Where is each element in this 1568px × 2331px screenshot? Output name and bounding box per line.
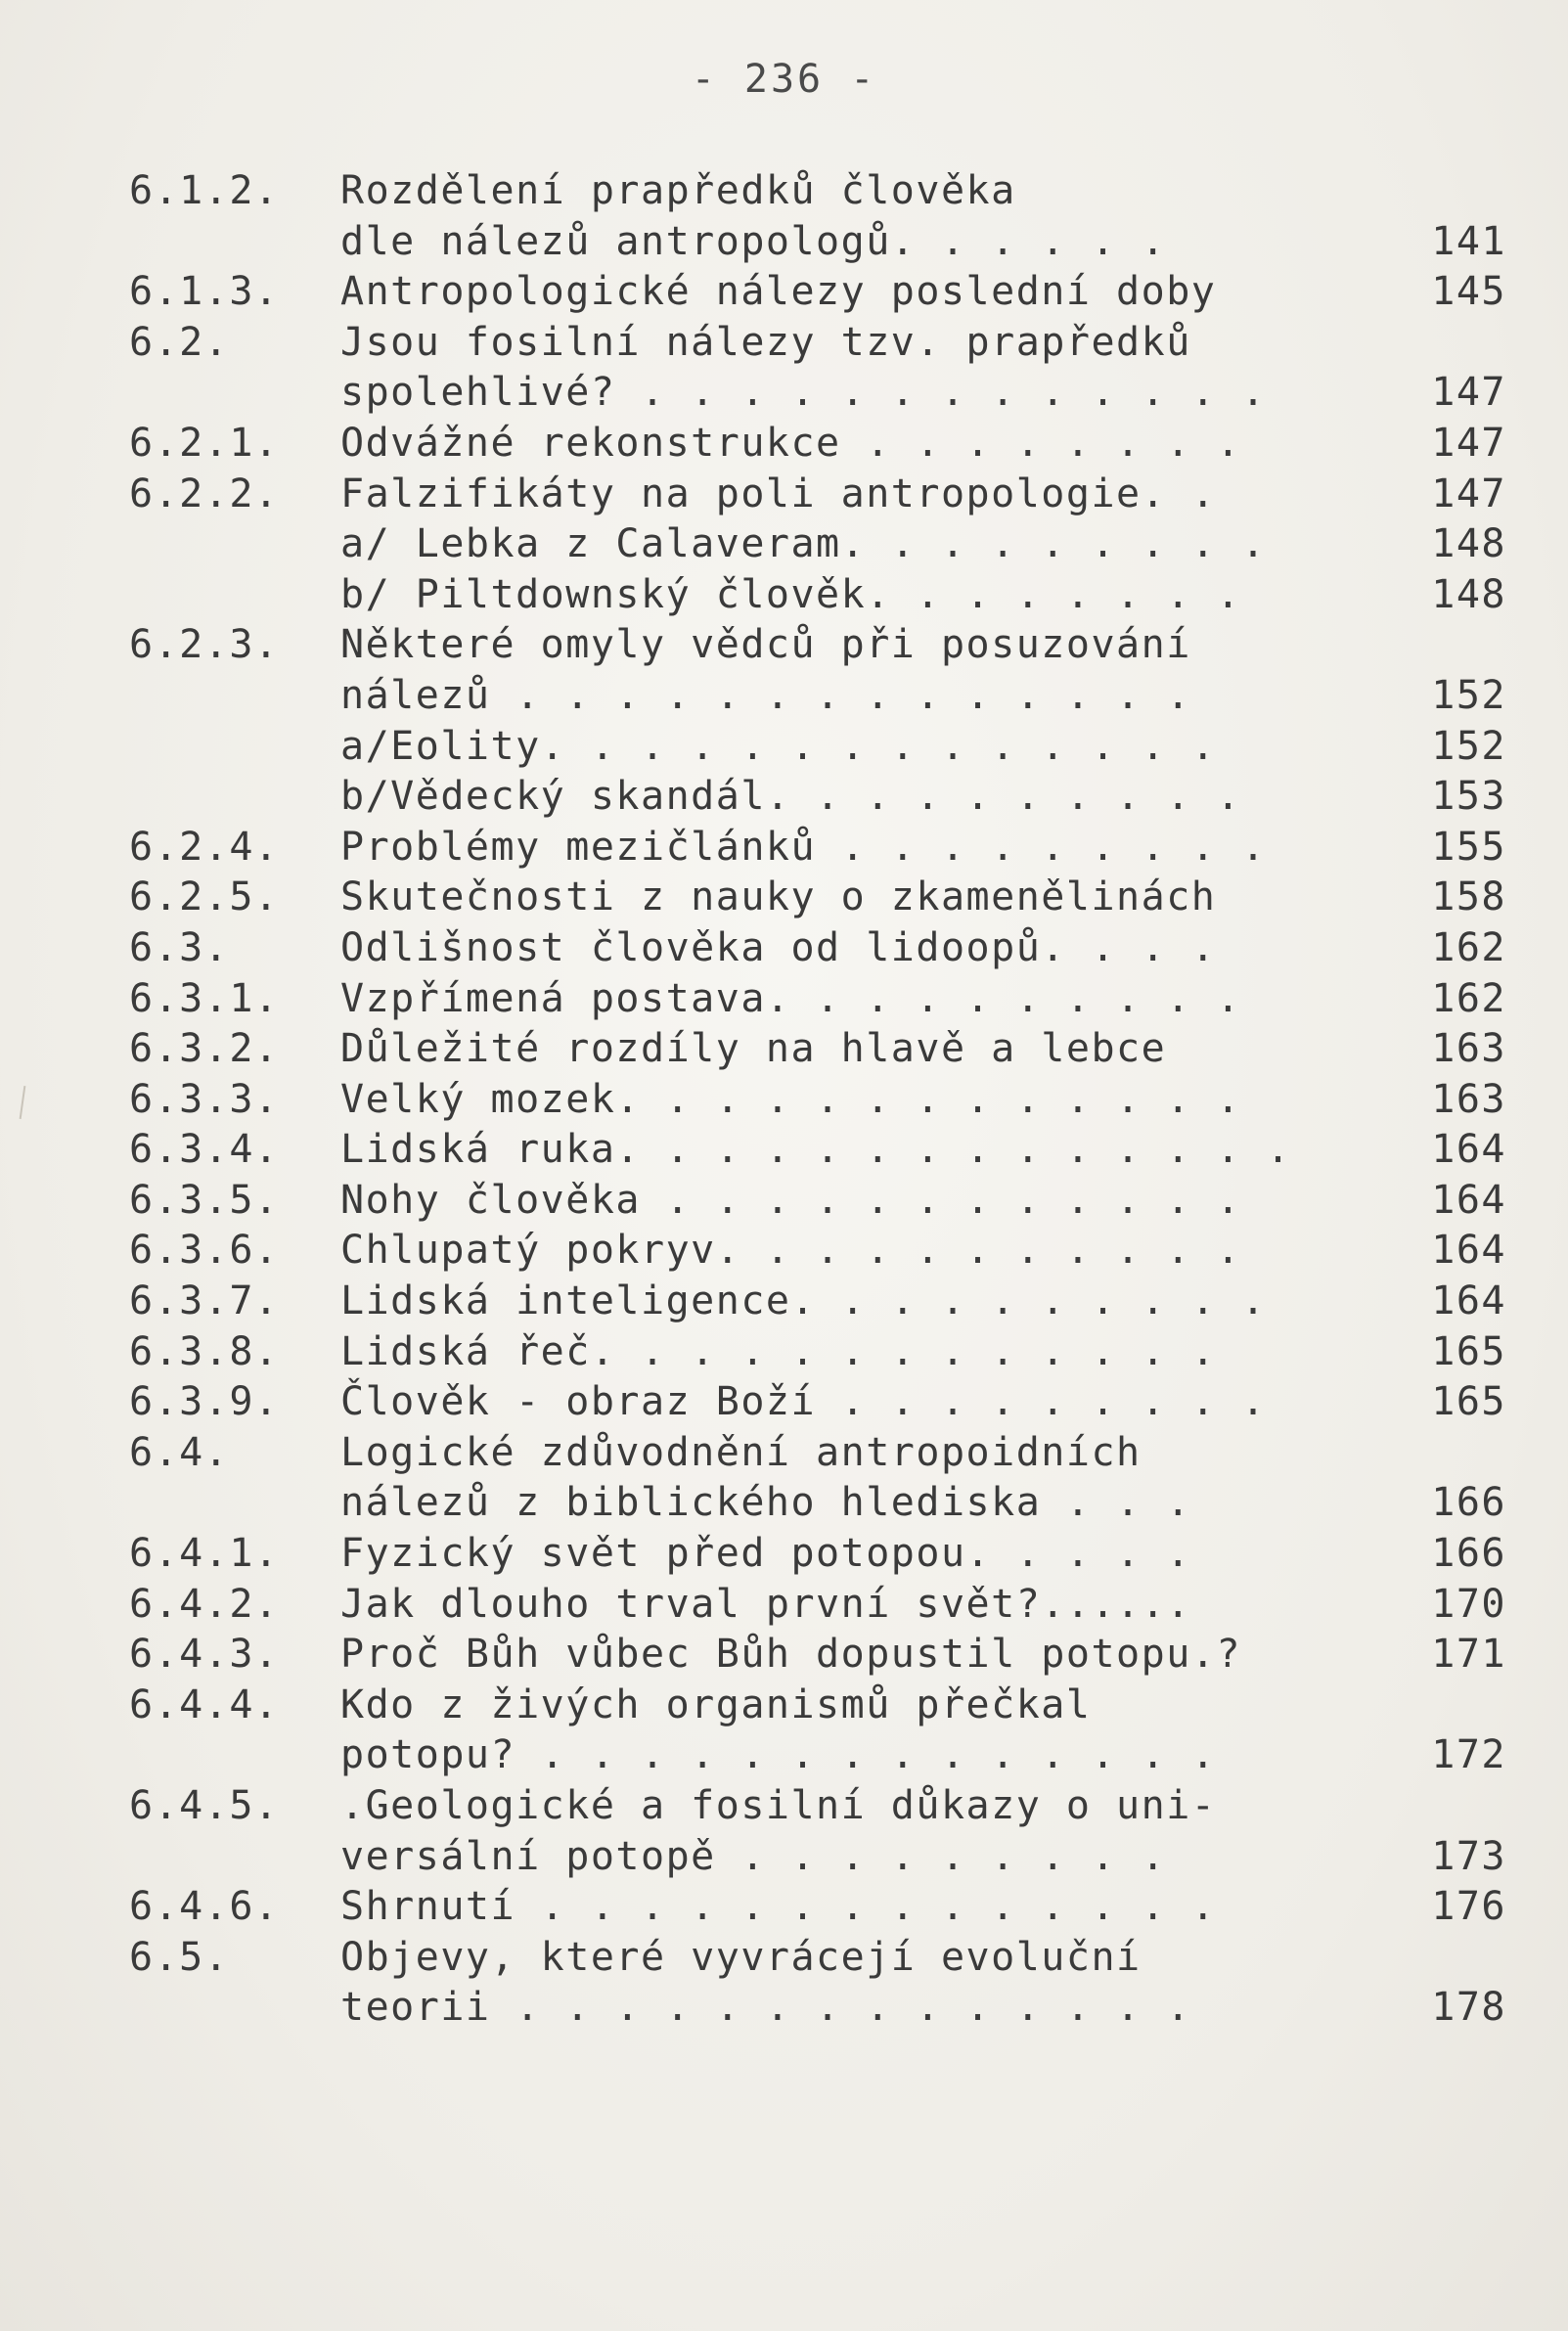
- section-number: 6.2.5.: [129, 874, 280, 920]
- toc-line: [129, 1882, 1528, 1933]
- toc-line: [129, 1832, 1528, 1883]
- page-reference: 155: [1431, 824, 1506, 870]
- toc-line: [129, 419, 1528, 470]
- section-number: 6.3.4.: [129, 1127, 280, 1173]
- section-title: Nohy člověka . . . . . . . . . . . .: [340, 1177, 1241, 1223]
- margin-mark: [20, 1086, 26, 1119]
- toc-entry: [129, 470, 1528, 520]
- toc-entry: [129, 620, 1528, 721]
- section-number: 6.4.: [129, 1429, 230, 1475]
- toc-line: [129, 722, 1528, 773]
- toc-entry: [129, 1125, 1528, 1176]
- page-reference: 162: [1431, 924, 1506, 970]
- section-number: 6.2.2.: [129, 471, 280, 516]
- toc-line: [129, 470, 1528, 520]
- section-number: 6.4.1.: [129, 1531, 280, 1577]
- toc-line: [129, 1176, 1528, 1227]
- page-reference: 176: [1431, 1884, 1506, 1930]
- table-of-contents: [129, 166, 1528, 2034]
- section-number: 6.5.: [129, 1934, 230, 1980]
- page-reference: 166: [1431, 1531, 1506, 1577]
- page-reference: 148: [1431, 571, 1506, 617]
- toc-line: [129, 1730, 1528, 1781]
- section-title: Velký mozek. . . . . . . . . . . . .: [340, 1076, 1241, 1122]
- toc-entry: [129, 1933, 1528, 2034]
- page-reference: 158: [1431, 874, 1506, 920]
- toc-line: [129, 1781, 1528, 1832]
- page-reference: 147: [1431, 471, 1506, 516]
- page-reference: 164: [1431, 1228, 1506, 1274]
- toc-entry: [129, 974, 1528, 1025]
- page-reference: 147: [1431, 370, 1506, 416]
- section-title: nálezů . . . . . . . . . . . . . .: [340, 672, 1191, 718]
- section-number: 6.3.6.: [129, 1228, 280, 1274]
- toc-entry: [129, 722, 1528, 773]
- section-title: Antropologické nálezy poslední doby: [340, 269, 1217, 315]
- section-title: nálezů z biblického hlediska . . .: [340, 1480, 1191, 1526]
- page-reference: 165: [1431, 1379, 1506, 1425]
- toc-line: [129, 217, 1528, 268]
- section-title: Shrnutí . . . . . . . . . . . . . .: [340, 1884, 1217, 1930]
- toc-entry: [129, 419, 1528, 470]
- page-number: - 236 -: [691, 57, 877, 102]
- toc-line: [129, 1983, 1528, 2034]
- toc-line: [129, 1529, 1528, 1580]
- section-title: b/Vědecký skandál. . . . . . . . . .: [340, 774, 1241, 820]
- section-number: 6.4.5.: [129, 1783, 280, 1828]
- toc-line: [129, 620, 1528, 671]
- section-number: 6.1.3.: [129, 269, 280, 315]
- section-title: Proč Bůh vůbec Bůh dopustil potopu.?: [340, 1632, 1241, 1678]
- section-title: versální potopě . . . . . . . . .: [340, 1833, 1167, 1879]
- page-reference: 153: [1431, 774, 1506, 820]
- toc-entry: [129, 1529, 1528, 1580]
- toc-line: [129, 923, 1528, 974]
- page-reference: 164: [1431, 1278, 1506, 1324]
- toc-line: [129, 1226, 1528, 1277]
- toc-entry: [129, 1781, 1528, 1882]
- page-reference: 148: [1431, 521, 1506, 567]
- toc-line: [129, 1428, 1528, 1479]
- section-title: Kdo z živých organismů přečkal: [340, 1681, 1092, 1727]
- section-number: 6.4.6.: [129, 1884, 280, 1930]
- section-title: a/ Lebka z Calaveram. . . . . . . . .: [340, 521, 1267, 567]
- section-title: Odlišnost člověka od lidoopů. . . .: [340, 924, 1217, 970]
- toc-entry: [129, 772, 1528, 823]
- section-title: Problémy mezičlánků . . . . . . . . .: [340, 824, 1267, 870]
- toc-entry: [129, 1024, 1528, 1075]
- toc-entry: [129, 1630, 1528, 1681]
- section-number: 6.3.: [129, 924, 230, 970]
- toc-line: [129, 974, 1528, 1025]
- toc-entry: [129, 823, 1528, 874]
- section-title: Lidská inteligence. . . . . . . . . .: [340, 1278, 1267, 1324]
- page-reference: 164: [1431, 1177, 1506, 1223]
- toc-entry: [129, 318, 1528, 419]
- section-number: 6.2.1.: [129, 420, 280, 466]
- page-reference: 163: [1431, 1026, 1506, 1072]
- section-title: a/Eolity. . . . . . . . . . . . . .: [340, 723, 1217, 769]
- section-title: Člověk - obraz Boží . . . . . . . . .: [340, 1379, 1267, 1425]
- toc-entry: [129, 1882, 1528, 1933]
- section-title: Jsou fosilní nálezy tzv. prapředků: [340, 319, 1191, 365]
- page-reference: 172: [1431, 1732, 1506, 1778]
- page-reference: 152: [1431, 723, 1506, 769]
- section-title: spolehlivé? . . . . . . . . . . . . .: [340, 370, 1267, 416]
- toc-line: [129, 1681, 1528, 1731]
- toc-line: [129, 1478, 1528, 1529]
- toc-line: [129, 873, 1528, 923]
- toc-entry: [129, 1277, 1528, 1327]
- page-reference: 164: [1431, 1127, 1506, 1173]
- section-title: b/ Piltdownský člověk. . . . . . . .: [340, 571, 1241, 617]
- section-title: Důležité rozdíly na hlavě a lebce: [340, 1026, 1167, 1072]
- section-number: 6.1.2.: [129, 168, 280, 213]
- section-number: 6.3.7.: [129, 1278, 280, 1324]
- page-reference: 170: [1431, 1581, 1506, 1627]
- toc-line: [129, 368, 1528, 419]
- section-number: 6.2.4.: [129, 824, 280, 870]
- section-title: potopu? . . . . . . . . . . . . . .: [340, 1732, 1217, 1778]
- section-number: 6.3.1.: [129, 975, 280, 1021]
- section-title: Objevy, které vyvrácejí evoluční: [340, 1934, 1142, 1980]
- section-title: Rozdělení prapředků člověka: [340, 168, 1016, 213]
- toc-entry: [129, 873, 1528, 923]
- section-title: Lidská ruka. . . . . . . . . . . . . .: [340, 1127, 1292, 1173]
- toc-entry: [129, 1580, 1528, 1631]
- section-title: Logické zdůvodnění antropoidních: [340, 1429, 1142, 1475]
- section-number: 6.3.9.: [129, 1379, 280, 1425]
- page-reference: 173: [1431, 1833, 1506, 1879]
- page-reference: 178: [1431, 1985, 1506, 2031]
- section-title: Odvážné rekonstrukce . . . . . . . .: [340, 420, 1241, 466]
- toc-entry: [129, 267, 1528, 318]
- toc-entry: [129, 166, 1528, 267]
- page-reference: 141: [1431, 218, 1506, 264]
- section-number: 6.3.2.: [129, 1026, 280, 1072]
- toc-line: [129, 1277, 1528, 1327]
- page-reference: 163: [1431, 1076, 1506, 1122]
- toc-entry: [129, 1327, 1528, 1378]
- page-reference: 145: [1431, 269, 1506, 315]
- section-title: Fyzický svět před potopou. . . . .: [340, 1531, 1191, 1577]
- section-title: Lidská řeč. . . . . . . . . . . . .: [340, 1328, 1217, 1374]
- section-number: 6.3.5.: [129, 1177, 280, 1223]
- page-reference: 162: [1431, 975, 1506, 1021]
- toc-entry: [129, 1377, 1528, 1428]
- toc-entry: [129, 1226, 1528, 1277]
- section-number: 6.3.3.: [129, 1076, 280, 1122]
- page-reference: 147: [1431, 420, 1506, 466]
- section-title: Některé omyly vědců při posuzování: [340, 622, 1191, 668]
- toc-entry: [129, 570, 1528, 621]
- toc-entry: [129, 923, 1528, 974]
- toc-line: [129, 1075, 1528, 1126]
- toc-entry: [129, 1075, 1528, 1126]
- section-title: Skutečnosti z nauky o zkamenělinách: [340, 874, 1217, 920]
- toc-line: [129, 772, 1528, 823]
- section-number: 6.4.4.: [129, 1681, 280, 1727]
- section-number: 6.4.2.: [129, 1581, 280, 1627]
- toc-line: [129, 267, 1528, 318]
- toc-entry: [129, 1176, 1528, 1227]
- toc-line: [129, 1933, 1528, 1984]
- toc-line: [129, 318, 1528, 369]
- toc-line: [129, 1327, 1528, 1378]
- toc-line: [129, 166, 1528, 217]
- toc-line: [129, 671, 1528, 722]
- section-number: 6.3.8.: [129, 1328, 280, 1374]
- toc-line: [129, 1024, 1528, 1075]
- section-title: Vzpřímená postava. . . . . . . . . .: [340, 975, 1241, 1021]
- page-reference: 165: [1431, 1328, 1506, 1374]
- toc-line: [129, 1630, 1528, 1681]
- section-title: Jak dlouho trval první svět?......: [340, 1581, 1191, 1627]
- section-title: teorii . . . . . . . . . . . . . .: [340, 1985, 1191, 2031]
- section-title: Falzifikáty na poli antropologie. .: [340, 471, 1217, 516]
- toc-line: [129, 570, 1528, 621]
- toc-entry: [129, 1681, 1528, 1781]
- toc-line: [129, 1580, 1528, 1631]
- page-reference: 166: [1431, 1480, 1506, 1526]
- section-title: Chlupatý pokryv. . . . . . . . . . .: [340, 1228, 1241, 1274]
- section-title: dle nálezů antropologů. . . . . .: [340, 218, 1167, 264]
- section-number: 6.2.3.: [129, 622, 280, 668]
- toc-line: [129, 1377, 1528, 1428]
- toc-entry: [129, 519, 1528, 570]
- toc-line: [129, 1125, 1528, 1176]
- toc-line: [129, 519, 1528, 570]
- toc-line: [129, 823, 1528, 874]
- toc-entry: [129, 1428, 1528, 1529]
- page-reference: 152: [1431, 672, 1506, 718]
- section-number: 6.2.: [129, 319, 230, 365]
- section-number: 6.4.3.: [129, 1632, 280, 1678]
- page-reference: 171: [1431, 1632, 1506, 1678]
- section-title: .Geologické a fosilní důkazy o uni-: [340, 1783, 1217, 1828]
